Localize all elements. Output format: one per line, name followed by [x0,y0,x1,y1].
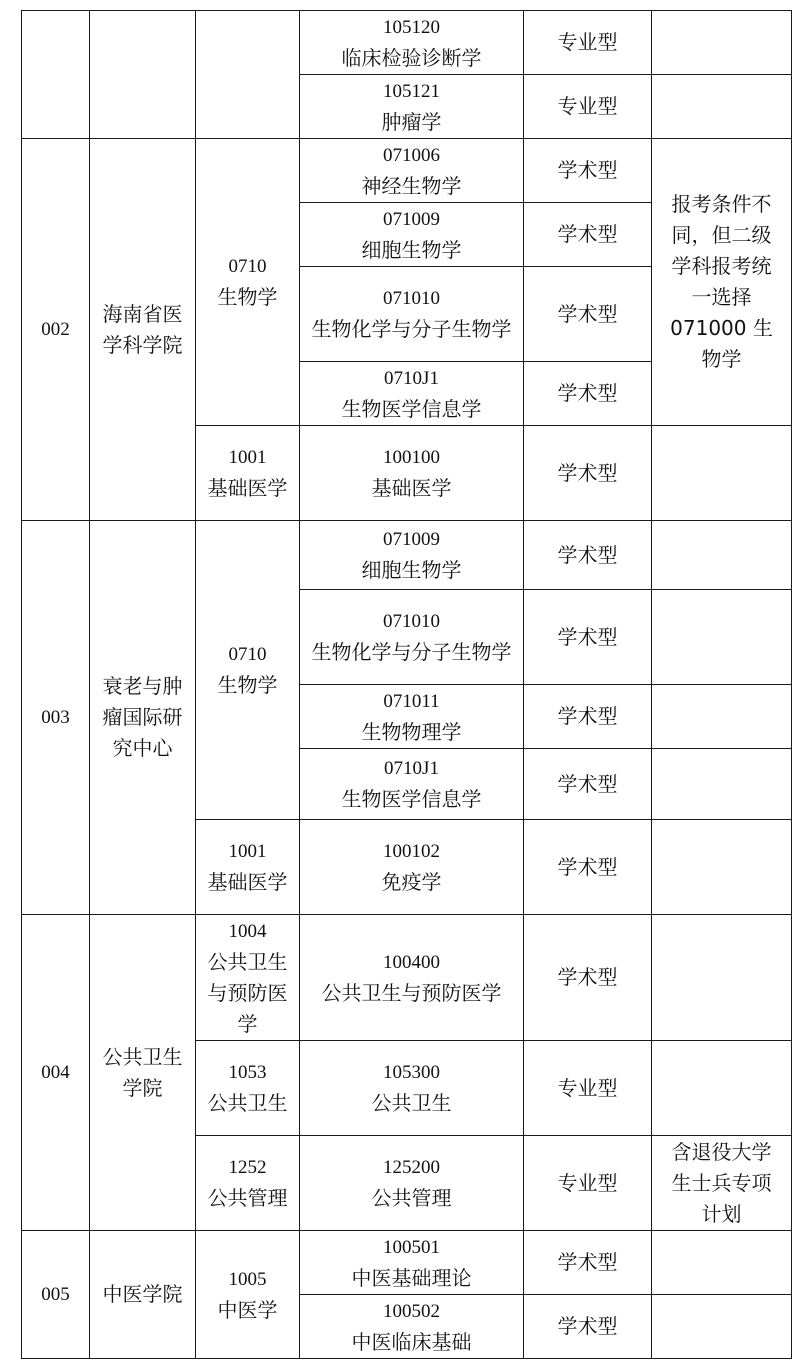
discipline-cell [196,11,300,139]
note-cell [652,820,792,915]
discipline-code: 0710 [228,644,267,665]
table-row [22,139,792,203]
major-code: 105300 [383,1062,440,1083]
major-name: 公共管理 [371,1186,452,1210]
major-cell [300,1041,524,1136]
major-name: 生物化学与分子生物学 [311,317,512,341]
table-row [22,915,792,1041]
type-cell: 学术型 [524,203,652,267]
discipline-cell [196,139,300,426]
note-cell: 报考条件不同，但二级学科报考统一选择 071000 生物学 [652,139,792,426]
major-name: 中医临床基础 [351,1329,472,1354]
major-name: 生物医学信息学 [341,787,482,811]
institute-no-cell: 004 [22,915,90,1231]
discipline-name: 公共卫生 [207,1091,288,1115]
discipline-code: 0710 [228,256,267,277]
major-code: 071006 [383,144,440,166]
major-cell [300,1136,524,1231]
enrollment-table [21,10,792,1359]
major-name: 细胞生物学 [361,558,462,582]
major-code: 100400 [383,951,440,973]
major-cell [300,820,524,915]
major-cell [300,685,524,749]
note-cell [652,1231,792,1295]
major-code: 105120 [383,16,440,38]
type-cell: 学术型 [524,685,652,749]
table-row [22,1231,792,1295]
type-cell: 学术型 [524,1231,652,1295]
major-cell [300,426,524,521]
major-code: 100502 [383,1300,440,1322]
major-code: 100100 [383,447,440,468]
major-cell [300,749,524,820]
institute-no-cell: 005 [22,1231,90,1359]
note-cell [652,915,792,1041]
note-cell: 含退役大学生士兵专项计划 [652,1136,792,1231]
discipline-cell [196,820,300,915]
major-code: 071011 [383,690,440,712]
college-cell: 海南省医学科学院 [90,139,196,521]
major-cell [300,267,524,362]
major-code: 105121 [383,80,440,102]
institute-no-cell: 002 [22,139,90,521]
major-code: 0710J1 [384,758,439,779]
major-code: 100501 [383,1236,440,1258]
major-cell [300,11,524,75]
major-name: 生物物理学 [361,719,462,744]
type-cell: 学术型 [524,139,652,203]
discipline-name: 基础医学 [207,870,288,894]
table-row [22,11,792,75]
type-cell: 学术型 [524,1295,652,1359]
type-cell: 学术型 [524,521,652,590]
institute-no-cell: 003 [22,521,90,915]
discipline-cell [196,915,300,1041]
discipline-cell [196,521,300,820]
type-cell: 学术型 [524,749,652,820]
discipline-name: 生物学 [217,673,278,697]
note-cell [652,75,792,139]
note-cell [652,749,792,820]
discipline-code: 1053 [228,1062,267,1083]
type-cell: 学术型 [524,426,652,521]
major-name: 肿瘤学 [381,109,442,134]
major-name: 公共卫生 [371,1091,452,1115]
type-cell: 学术型 [524,820,652,915]
note-cell [652,426,792,521]
discipline-name: 中医学 [217,1297,278,1322]
type-cell: 专业型 [524,11,652,75]
note-cell [652,1295,792,1359]
college-cell [90,11,196,139]
major-code: 071009 [383,208,440,230]
institute-no-cell [22,11,90,139]
major-cell [300,75,524,139]
major-cell [300,915,524,1041]
major-name: 免疫学 [381,870,442,894]
major-code: 0710J1 [384,367,439,389]
discipline-code: 1004 [228,920,267,942]
major-cell [300,1295,524,1359]
major-code: 125200 [383,1157,440,1178]
college-cell: 中医学院 [90,1231,196,1359]
college-cell: 公共卫生学院 [90,915,196,1231]
type-cell: 学术型 [524,915,652,1041]
college-cell: 衰老与肿瘤国际研究中心 [90,521,196,915]
discipline-name: 生物学 [217,285,278,309]
note-cell [652,685,792,749]
major-code: 071010 [383,288,440,309]
discipline-code: 1005 [228,1268,267,1290]
major-cell [300,590,524,685]
major-cell [300,1231,524,1295]
major-code: 100102 [383,841,440,862]
major-name: 公共卫生与预防医学 [321,980,502,1005]
major-cell [300,203,524,267]
discipline-code: 1001 [228,841,267,862]
type-cell: 专业型 [524,1136,652,1231]
type-cell: 学术型 [524,362,652,426]
discipline-cell [196,1136,300,1231]
major-name: 生物医学信息学 [341,396,482,421]
note-cell [652,11,792,75]
major-code: 071010 [383,611,440,632]
discipline-code: 1001 [228,447,267,468]
major-name: 临床检验诊断学 [341,45,482,70]
major-cell [300,521,524,590]
major-cell [300,362,524,426]
note-cell [652,1041,792,1136]
type-cell: 学术型 [524,267,652,362]
type-cell: 学术型 [524,590,652,685]
major-cell [300,139,524,203]
discipline-cell [196,426,300,521]
major-name: 神经生物学 [361,173,462,198]
type-cell: 专业型 [524,1041,652,1136]
note-cell [652,590,792,685]
discipline-code: 1252 [228,1157,267,1178]
table-row [22,521,792,590]
discipline-cell [196,1231,300,1359]
major-name: 生物化学与分子生物学 [311,640,512,664]
discipline-name: 公共卫生与预防医学 [207,949,288,1036]
major-code: 071009 [383,529,440,550]
discipline-cell [196,1041,300,1136]
major-name: 细胞生物学 [361,237,462,262]
note-cell [652,521,792,590]
discipline-name: 基础医学 [207,476,288,500]
type-cell: 专业型 [524,75,652,139]
discipline-name: 公共管理 [207,1186,288,1210]
major-name: 中医基础理论 [351,1265,472,1290]
major-name: 基础医学 [371,476,452,500]
